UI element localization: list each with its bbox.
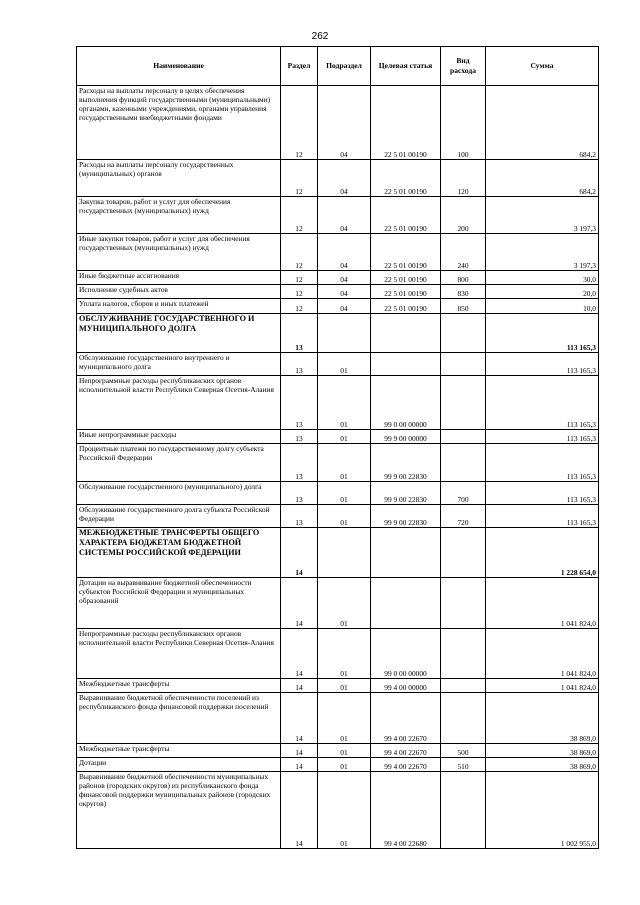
row-section-cell: 13 (281, 353, 318, 376)
table-row (77, 528, 599, 578)
row-name-cell: Расходы на выплаты персоналу в целях обеспечения выполнения функций государственными (муниципальными) органами, казенными учреждениями, органами управления государственными внебюджетными фондами (77, 86, 281, 160)
row-sum-cell: 30,0 (486, 271, 599, 285)
column-header-type: Вид расхода (441, 47, 486, 86)
row-name-cell: Дотации на выравнивание бюджетной обеспеченности субъектов Российской Федерации и муниципальных образований (77, 578, 281, 629)
row-subsection-cell: 01 (318, 679, 371, 693)
row-section-cell: 12 (281, 197, 318, 234)
row-subsection-cell: 04 (318, 285, 371, 299)
row-name-cell: МЕЖБЮДЖЕТНЫЕ ТРАНСФЕРТЫ ОБЩЕГО ХАРАКТЕРА БЮДЖЕТАМ БЮДЖЕТНОЙ СИСТЕМЫ РОССИЙСКОЙ ФЕДЕРАЦИИ (77, 528, 281, 578)
row-type-cell: 850 (441, 299, 486, 314)
row-sum-cell: 38 869,0 (486, 744, 599, 758)
row-type-cell (441, 679, 486, 693)
row-sum-cell: 38 869,0 (486, 693, 599, 744)
row-name-cell: ОБСЛУЖИВАНИЕ ГОСУДАРСТВЕННОГО И МУНИЦИПАЛЬНОГО ДОЛГА (77, 314, 281, 353)
row-name-cell: Непрограммные расходы республиканских органов исполнительной власти Республики Северная Осетия-Алания (77, 376, 281, 430)
row-target-cell: 22 5 01 00190 (371, 86, 441, 160)
row-section-cell: 14 (281, 578, 318, 629)
row-target-cell: 99 9 00 00000 (371, 430, 441, 444)
row-target-cell: 99 4 00 22680 (371, 772, 441, 849)
row-sum-cell: 1 228 654,0 (486, 528, 599, 578)
row-name-cell: Выравнивание бюджетной обеспеченности муниципальных районов (городских округов) из республиканского фонда финансовой поддержки муниципальных районов (городских округов) (77, 772, 281, 849)
row-name-cell: Закупка товаров, работ и услуг для обеспечения государственных (муниципальных) нужд (77, 197, 281, 234)
row-sum-cell: 684,2 (486, 86, 599, 160)
row-section-cell: 13 (281, 314, 318, 353)
row-sum-cell: 1 041 824,0 (486, 629, 599, 679)
row-subsection-cell: 04 (318, 271, 371, 285)
row-sum-cell: 684,2 (486, 160, 599, 197)
table-row (77, 679, 599, 693)
table-row (77, 629, 599, 679)
row-subsection-cell: 04 (318, 86, 371, 160)
row-section-cell: 13 (281, 430, 318, 444)
row-subsection-cell: 04 (318, 299, 371, 314)
row-sum-cell: 113 165,3 (486, 444, 599, 482)
table-row (77, 376, 599, 430)
row-name-cell: Иные непрограммные расходы (77, 430, 281, 444)
row-name-cell: Дотации (77, 758, 281, 772)
table-row (77, 444, 599, 482)
table-header-row (77, 47, 599, 86)
row-type-cell (441, 376, 486, 430)
row-subsection-cell: 01 (318, 505, 371, 528)
row-type-cell: 800 (441, 271, 486, 285)
row-sum-cell: 1 002 955,0 (486, 772, 599, 849)
row-name-cell: Исполнение судебных актов (77, 285, 281, 299)
row-name-cell: Обслуживание государственного долга субъекта Российской Федерации (77, 505, 281, 528)
row-section-cell: 13 (281, 482, 318, 505)
row-name-cell: Обслуживание государственного (муниципального) долга (77, 482, 281, 505)
row-section-cell: 12 (281, 160, 318, 197)
row-subsection-cell: 01 (318, 353, 371, 376)
table-row (77, 86, 599, 160)
row-subsection-cell: 01 (318, 693, 371, 744)
table-row (77, 758, 599, 772)
table-row (77, 505, 599, 528)
row-subsection-cell: 01 (318, 376, 371, 430)
row-section-cell: 12 (281, 285, 318, 299)
column-header-section: Раздел (281, 47, 318, 86)
row-subsection-cell: 04 (318, 234, 371, 271)
row-type-cell: 830 (441, 285, 486, 299)
row-sum-cell: 113 165,3 (486, 430, 599, 444)
budget-table (76, 46, 599, 849)
column-header-sum: Сумма (486, 47, 599, 86)
table-row (77, 482, 599, 505)
row-section-cell: 14 (281, 744, 318, 758)
row-name-cell: Межбюджетные трансферты (77, 679, 281, 693)
row-subsection-cell: 01 (318, 772, 371, 849)
row-type-cell: 720 (441, 505, 486, 528)
table-row (77, 772, 599, 849)
row-subsection-cell: 01 (318, 430, 371, 444)
row-type-cell (441, 528, 486, 578)
table-row (77, 430, 599, 444)
row-name-cell: Иные закупки товаров, работ и услуг для обеспечения государственных (муниципальных) нужд (77, 234, 281, 271)
row-sum-cell: 113 165,3 (486, 482, 599, 505)
row-subsection-cell: 01 (318, 578, 371, 629)
row-section-cell: 12 (281, 86, 318, 160)
row-target-cell (371, 314, 441, 353)
row-sum-cell: 113 165,3 (486, 314, 599, 353)
row-section-cell: 14 (281, 528, 318, 578)
page-number: 262 (311, 31, 329, 42)
row-subsection-cell: 04 (318, 160, 371, 197)
column-header-name: Наименование (77, 47, 281, 86)
row-sum-cell: 113 165,3 (486, 505, 599, 528)
row-sum-cell: 20,0 (486, 285, 599, 299)
row-sum-cell: 113 165,3 (486, 376, 599, 430)
row-subsection-cell: 01 (318, 482, 371, 505)
row-section-cell: 14 (281, 772, 318, 849)
row-section-cell: 13 (281, 505, 318, 528)
row-subsection-cell: 01 (318, 629, 371, 679)
row-type-cell (441, 444, 486, 482)
column-header-subsection: Подраздел (318, 47, 371, 86)
table-row (77, 314, 599, 353)
row-subsection-cell: 01 (318, 444, 371, 482)
table-body (77, 86, 599, 849)
row-section-cell: 12 (281, 299, 318, 314)
row-target-cell: 99 9 00 22830 (371, 482, 441, 505)
row-type-cell: 510 (441, 758, 486, 772)
row-type-cell (441, 578, 486, 629)
row-target-cell: 22 5 01 00190 (371, 160, 441, 197)
table-row (77, 744, 599, 758)
row-sum-cell: 3 197,3 (486, 197, 599, 234)
row-type-cell (441, 353, 486, 376)
row-section-cell: 13 (281, 444, 318, 482)
row-subsection-cell: 01 (318, 744, 371, 758)
row-name-cell: Обслуживание государственного внутреннего и муниципального долга (77, 353, 281, 376)
row-type-cell: 240 (441, 234, 486, 271)
row-name-cell: Иные бюджетные ассигнования (77, 271, 281, 285)
row-type-cell: 500 (441, 744, 486, 758)
row-subsection-cell: 01 (318, 758, 371, 772)
row-target-cell: 99 9 00 22830 (371, 505, 441, 528)
row-type-cell (441, 314, 486, 353)
column-header-target: Целевая статья (371, 47, 441, 86)
row-section-cell: 13 (281, 376, 318, 430)
row-target-cell: 99 4 00 00000 (371, 679, 441, 693)
table-row (77, 160, 599, 197)
row-sum-cell: 1 041 824,0 (486, 679, 599, 693)
table-row (77, 693, 599, 744)
row-subsection-cell (318, 528, 371, 578)
row-subsection-cell (318, 314, 371, 353)
row-target-cell: 22 5 01 00190 (371, 271, 441, 285)
row-section-cell: 14 (281, 693, 318, 744)
row-section-cell: 12 (281, 234, 318, 271)
table-row (77, 285, 599, 299)
table-row (77, 299, 599, 314)
row-type-cell: 100 (441, 86, 486, 160)
row-target-cell: 22 5 01 00190 (371, 234, 441, 271)
row-sum-cell: 1 041 824,0 (486, 578, 599, 629)
row-name-cell: Непрограммные расходы республиканских органов исполнительной власти Республики Северная Осетия-Алания (77, 629, 281, 679)
row-type-cell: 200 (441, 197, 486, 234)
row-name-cell: Межбюджетные трансферты (77, 744, 281, 758)
row-target-cell: 99 0 00 00000 (371, 629, 441, 679)
row-type-cell (441, 772, 486, 849)
row-section-cell: 12 (281, 271, 318, 285)
row-name-cell: Процентные платежи по государственному долгу субъекта Российской Федерации (77, 444, 281, 482)
table-row (77, 197, 599, 234)
row-type-cell: 700 (441, 482, 486, 505)
row-target-cell (371, 353, 441, 376)
row-target-cell: 22 5 01 00190 (371, 299, 441, 314)
row-name-cell: Выравнивание бюджетной обеспеченности поселений из республиканского фонда финансовой поддержки поселений (77, 693, 281, 744)
table-row (77, 578, 599, 629)
row-target-cell (371, 578, 441, 629)
row-type-cell (441, 430, 486, 444)
row-target-cell: 99 4 00 22670 (371, 693, 441, 744)
row-sum-cell: 10,0 (486, 299, 599, 314)
row-target-cell (371, 528, 441, 578)
row-type-cell (441, 629, 486, 679)
row-name-cell: Уплата налогов, сборов и иных платежей (77, 299, 281, 314)
row-sum-cell: 113 165,3 (486, 353, 599, 376)
row-subsection-cell: 04 (318, 197, 371, 234)
table-row (77, 353, 599, 376)
row-target-cell: 99 4 00 22670 (371, 744, 441, 758)
row-section-cell: 14 (281, 758, 318, 772)
table-row (77, 271, 599, 285)
row-target-cell: 99 4 00 22670 (371, 758, 441, 772)
row-sum-cell: 38 869,0 (486, 758, 599, 772)
row-type-cell (441, 693, 486, 744)
row-type-cell: 120 (441, 160, 486, 197)
row-section-cell: 14 (281, 679, 318, 693)
row-target-cell: 22 5 01 00190 (371, 285, 441, 299)
row-target-cell: 99 0 00 00000 (371, 376, 441, 430)
row-name-cell: Расходы на выплаты персоналу государственных (муниципальных) органов (77, 160, 281, 197)
row-section-cell: 14 (281, 629, 318, 679)
row-target-cell: 99 9 00 22830 (371, 444, 441, 482)
table-row (77, 234, 599, 271)
row-target-cell: 22 5 01 00190 (371, 197, 441, 234)
row-sum-cell: 3 197,3 (486, 234, 599, 271)
